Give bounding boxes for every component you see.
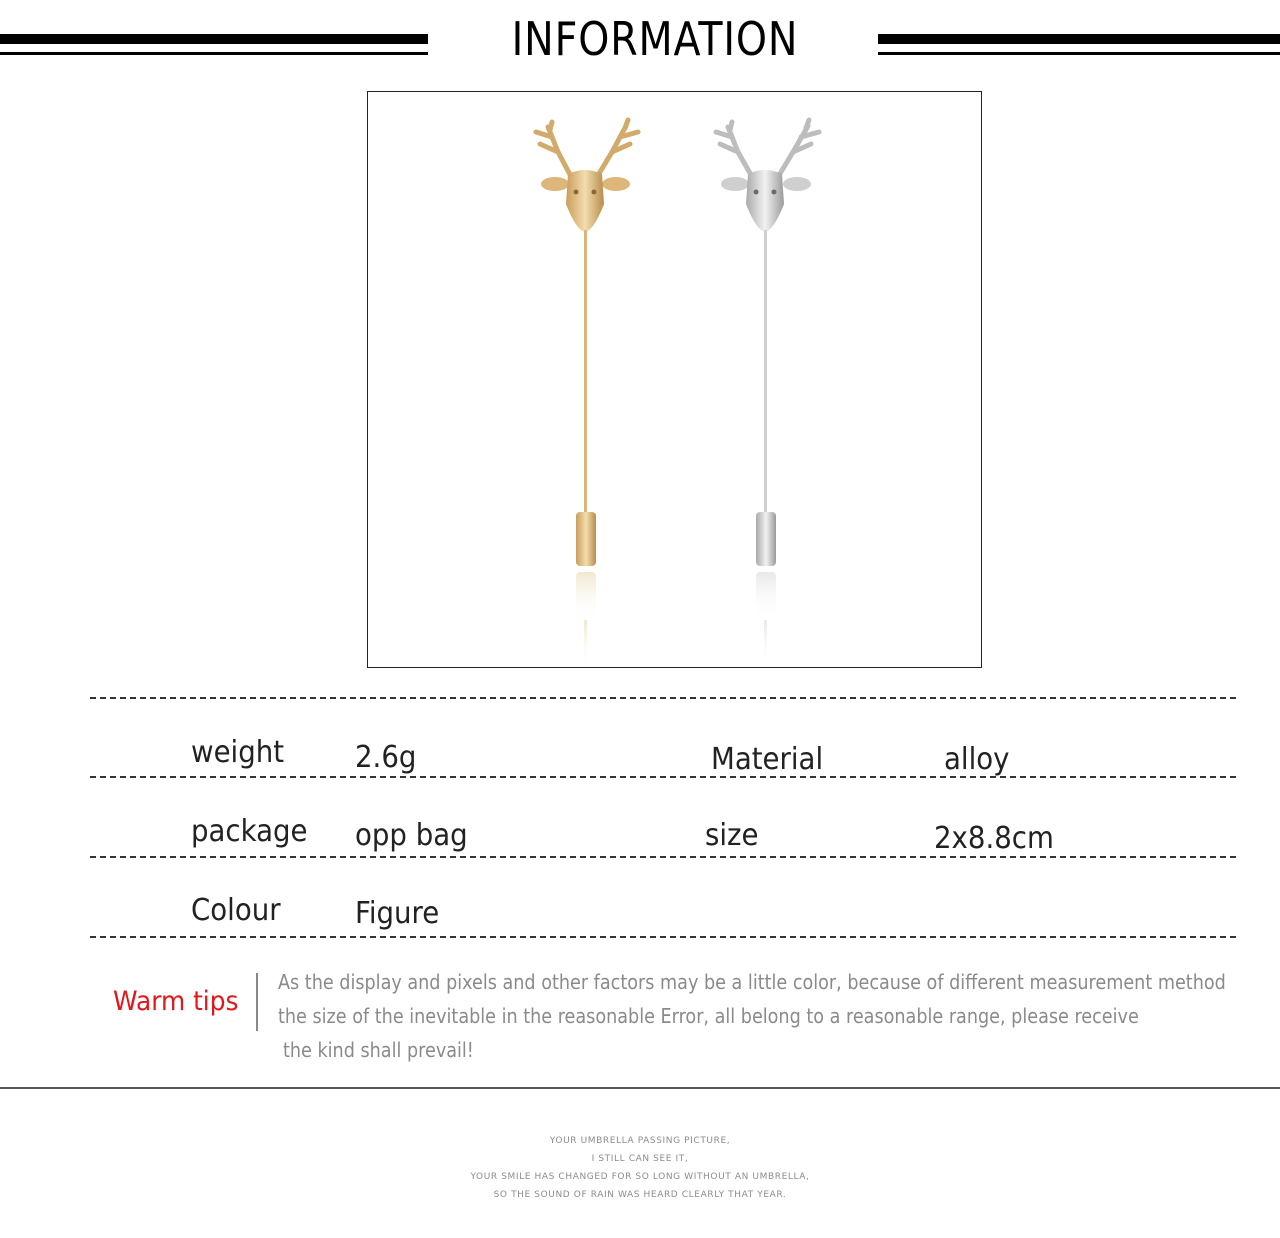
spec-label-weight: weight: [191, 735, 285, 770]
footer-text-line: SO THE SOUND OF RAIN WAS HEARD CLEARLY THAT YEAR.: [493, 1190, 787, 1200]
spec-value-package: opp bag: [355, 818, 468, 853]
spec-value-colour: Figure: [355, 896, 440, 931]
footer-text-line: I STILL CAN SEE IT,: [591, 1154, 689, 1164]
header-bar-right: [878, 34, 1280, 44]
header-line-right: [878, 52, 1280, 55]
spec-divider: [90, 856, 1236, 858]
spec-label-package: package: [191, 814, 308, 849]
warm-tips-label: Warm tips: [113, 986, 239, 1017]
spec-divider: [90, 936, 1236, 938]
spec-value-material: alloy: [944, 742, 1010, 777]
warm-tips-line: the kind shall prevail!: [283, 1038, 474, 1062]
footer-text-line: YOUR SMILE HAS CHANGED FOR SO LONG WITHOUT AN UMBRELLA,: [470, 1172, 810, 1182]
warm-tips-line: As the display and pixels and other factors may be a little color, because of different measurement method: [278, 970, 1226, 994]
spec-divider: [90, 776, 1236, 778]
gold-deer-pin-icon: [536, 120, 638, 668]
spec-label-colour: Colour: [191, 893, 281, 928]
spec-value-size: 2x8.8cm: [934, 821, 1054, 856]
silver-deer-pin-icon: [716, 120, 819, 668]
footer-text-line: YOUR UMBRELLA PASSING PICTURE,: [549, 1136, 731, 1146]
section-divider: [0, 1087, 1280, 1089]
warm-tips-divider: [256, 973, 258, 1031]
spec-divider: [90, 697, 1236, 699]
spec-value-weight: 2.6g: [355, 740, 417, 775]
spec-label-size: size: [705, 818, 759, 853]
header-line-left: [0, 52, 428, 55]
product-image-frame: [367, 91, 982, 668]
header-bar-left: [0, 34, 428, 44]
warm-tips-line: the size of the inevitable in the reasonable Error, all belong to a reasonable range, please receive: [278, 1004, 1139, 1028]
product-image: [368, 92, 982, 668]
spec-label-material: Material: [711, 742, 824, 777]
page-title: INFORMATION: [511, 12, 799, 66]
